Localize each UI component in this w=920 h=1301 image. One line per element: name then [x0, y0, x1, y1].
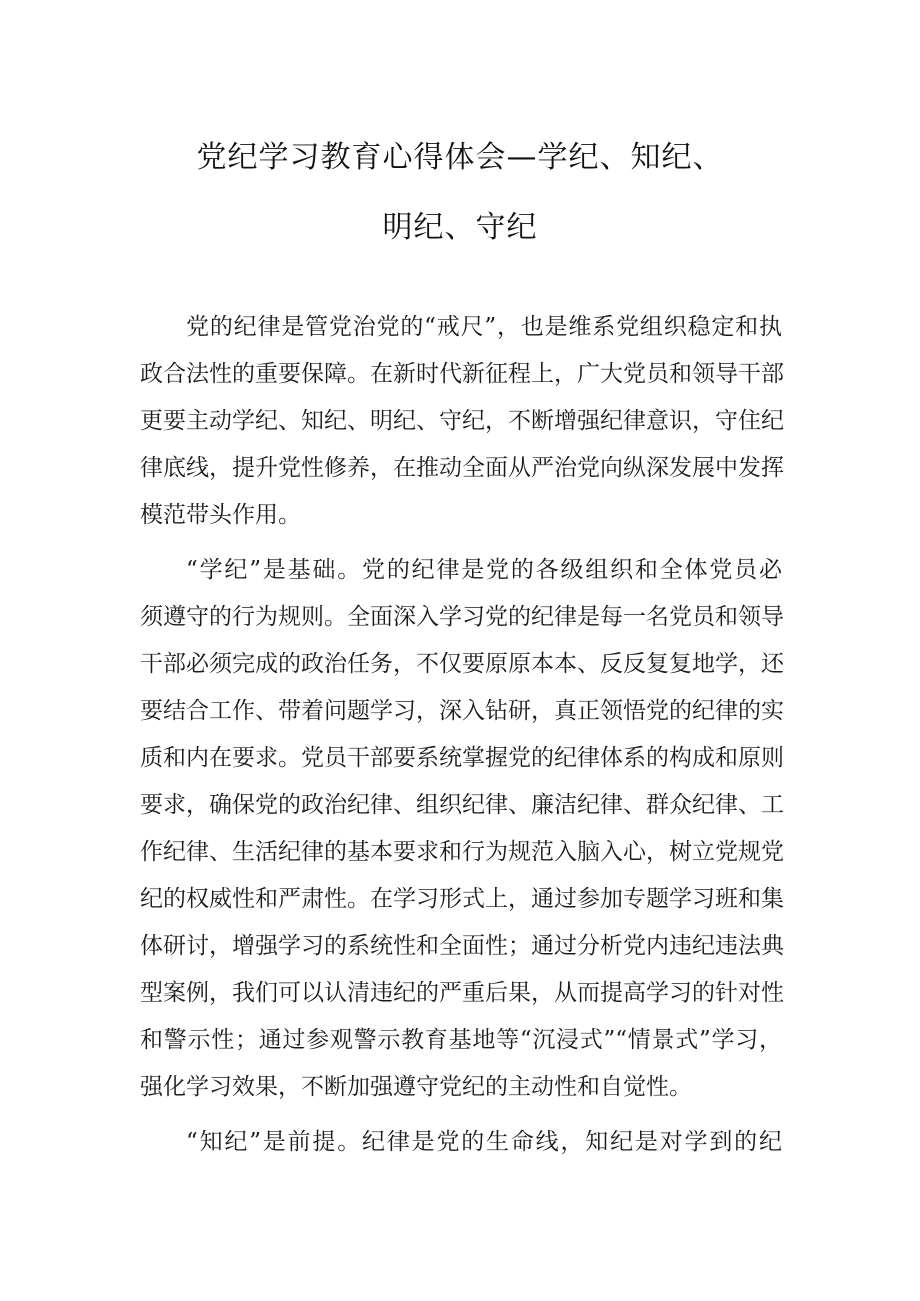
paragraph-2-line-10: 型案例，我们可以认清违纪的严重后果，从而提高学习的针对性	[140, 980, 784, 1006]
document-title-line-2: 明纪、守纪	[382, 210, 538, 245]
paragraph-2-line-1: “学纪”是基础。党的纪律是党的各级组织和全体党员必	[186, 557, 782, 583]
document-title-line-1: 党纪学习教育心得体会—学纪、知纪、	[196, 140, 724, 175]
paragraph-1-line-2: 政合法性的重要保障。在新时代新征程上，广大党员和领导干部	[140, 361, 784, 387]
paragraph-2-line-3: 干部必须完成的政治任务，不仅要原原本本、反反复复地学，还	[140, 651, 784, 677]
paragraph-2-line-8: 纪的权威性和严肃性。在学习形式上，通过参加专题学习班和集	[140, 886, 784, 912]
paragraph-2-line-12: 强化学习效果，不断加强遵守党纪的主动性和自觉性。	[140, 1074, 692, 1100]
paragraph-1-line-3: 更要主动学纪、知纪、明纪、守纪，不断增强纪律意识，守住纪	[140, 408, 784, 434]
paragraph-1-line-4: 律底线，提升党性修养，在推动全面从严治党向纵深发展中发挥	[140, 455, 784, 481]
paragraph-2-line-7: 作纪律、生活纪律的基本要求和行为规范入脑入心，树立党规党	[140, 839, 784, 865]
paragraph-2-line-11: 和警示性；通过参观警示教育基地等“沉浸式”“情景式”学习，	[140, 1027, 782, 1053]
paragraph-1-line-5: 模范带头作用。	[140, 502, 301, 528]
paragraph-1-line-1: 党的纪律是管党治党的“戒尺”，也是维系党组织稳定和执	[186, 314, 782, 340]
paragraph-2-line-6: 要求，确保党的政治纪律、组织纪律、廉洁纪律、群众纪律、工	[140, 792, 784, 818]
paragraph-2-line-4: 要结合工作、带着问题学习，深入钻研，真正领悟党的纪律的实	[140, 698, 784, 724]
paragraph-3-line-1: “知纪”是前提。纪律是党的生命线，知纪是对学到的纪	[186, 1129, 782, 1155]
paragraph-2-line-5: 质和内在要求。党员干部要系统掌握党的纪律体系的构成和原则	[140, 745, 784, 771]
paragraph-2-line-9: 体研讨，增强学习的系统性和全面性；通过分析党内违纪违法典	[140, 933, 784, 959]
paragraph-2-line-2: 须遵守的行为规则。全面深入学习党的纪律是每一名党员和领导	[140, 604, 784, 630]
